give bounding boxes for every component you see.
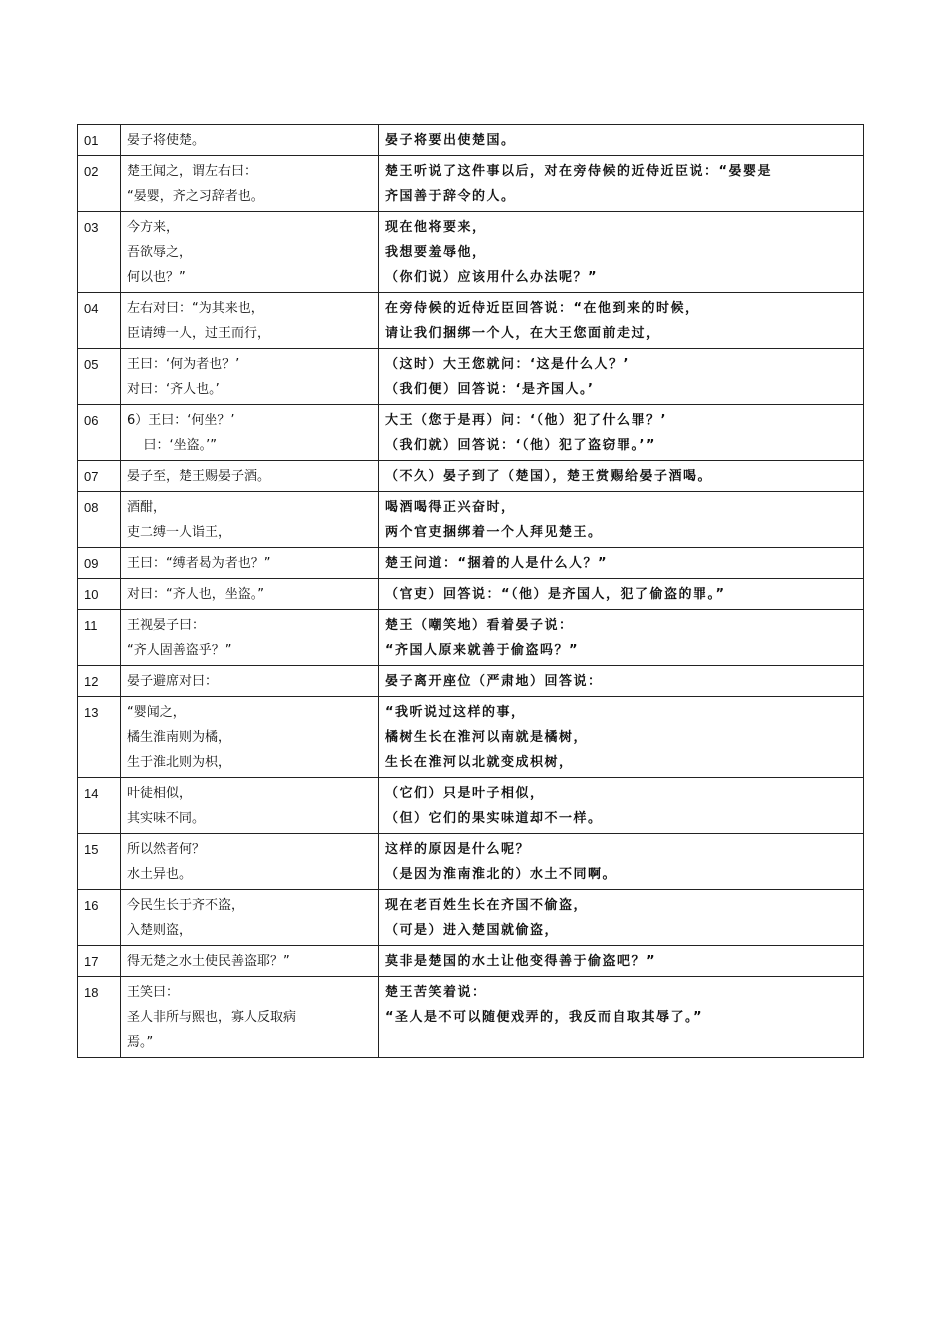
original-text-cell <box>121 125 379 156</box>
original-text-cell <box>121 212 379 293</box>
row-number: 04 <box>78 293 121 349</box>
original-text-line: 对曰：“齐人也，坐盗。” <box>127 587 264 602</box>
table-row <box>78 890 864 946</box>
original-text-line: 曰：‘坐盗。’” <box>127 438 218 453</box>
translation-cell <box>379 461 864 492</box>
row-number: 12 <box>78 666 121 697</box>
original-text-line: 所以然者何？ <box>127 842 206 857</box>
translation-line: 橘树生长在淮河以南就是橘树， <box>385 730 589 745</box>
table-row <box>78 946 864 977</box>
original-text-cell <box>121 778 379 834</box>
translation-cell <box>379 890 864 946</box>
original-text-line: 王曰：“缚者曷为者也？” <box>127 556 271 571</box>
row-number: 17 <box>78 946 121 977</box>
original-text-line: 得无楚之水土使民善盗耶？” <box>127 954 290 969</box>
original-text-line: 王曰：‘何为者也？’ <box>127 357 240 372</box>
original-text-cell <box>121 405 379 461</box>
row-number: 18 <box>78 977 121 1058</box>
row-number: 05 <box>78 349 121 405</box>
original-text-line: 晏子至，楚王赐晏子酒。 <box>127 469 271 484</box>
translation-cell <box>379 946 864 977</box>
translation-cell <box>379 579 864 610</box>
translation-line: 晏子将要出使楚国。 <box>385 133 516 148</box>
row-number: 14 <box>78 778 121 834</box>
original-text-line: 王笑曰： <box>127 985 180 1000</box>
translation-line: （是因为淮南淮北的）水土不同啊。 <box>385 867 618 882</box>
table-row <box>78 548 864 579</box>
original-text-cell <box>121 156 379 212</box>
translation-line: 莫非是楚国的水土让他变得善于偷盗吧？” <box>385 954 657 969</box>
table-row <box>78 125 864 156</box>
translation-cell <box>379 156 864 212</box>
translation-line: “圣人是不可以随便戏弄的，我反而自取其辱了。” <box>385 1010 704 1025</box>
table-row <box>78 212 864 293</box>
table-row <box>78 610 864 666</box>
original-text-line: “齐人固善盗乎？” <box>127 643 232 658</box>
translation-cell <box>379 293 864 349</box>
original-text-line: 楚王闻之，谓左右曰： <box>127 164 258 179</box>
translation-line: 我想要羞辱他， <box>385 245 487 260</box>
translation-line: “齐国人原来就善于偷盗吗？” <box>385 643 580 658</box>
row-number: 10 <box>78 579 121 610</box>
original-text-cell <box>121 293 379 349</box>
translation-line: （我们就）回答说：‘（他）犯了盗窃罪。’” <box>385 438 656 453</box>
original-text-line: 左右对曰：“为其来也， <box>127 301 264 316</box>
original-text-line: 叶徒相似， <box>127 786 193 801</box>
original-text-cell <box>121 666 379 697</box>
translation-line: 齐国善于辞令的人。 <box>385 189 516 204</box>
table-row <box>78 579 864 610</box>
table-row <box>78 461 864 492</box>
table-row <box>78 778 864 834</box>
original-text-line: 酒酣， <box>127 500 167 515</box>
original-text-line: 王视晏子曰： <box>127 618 206 633</box>
translation-cell <box>379 666 864 697</box>
row-number: 08 <box>78 492 121 548</box>
original-text-line: 臣请缚一人，过王而行， <box>127 326 271 341</box>
table-row <box>78 834 864 890</box>
translation-line: （官吏）回答说：“（他）是齐国人，犯了偷盗的罪。” <box>385 587 726 602</box>
table-body <box>78 125 864 1058</box>
translation-cell <box>379 405 864 461</box>
row-number: 11 <box>78 610 121 666</box>
row-number: 01 <box>78 125 121 156</box>
row-number: 15 <box>78 834 121 890</box>
translation-line: 楚王（嘲笑地）看着晏子说： <box>385 618 574 633</box>
translation-cell <box>379 548 864 579</box>
original-text-line: 其实味不同。 <box>127 811 206 826</box>
original-text-line: 吾欲辱之， <box>127 245 193 260</box>
translation-cell <box>379 778 864 834</box>
translation-line: 楚王苦笑着说： <box>385 985 487 1000</box>
table-row <box>78 405 864 461</box>
table-row <box>78 977 864 1058</box>
original-text-line: 入楚则盗， <box>127 923 193 938</box>
original-text-cell <box>121 548 379 579</box>
translation-cell <box>379 834 864 890</box>
original-text-line: “晏婴，齐之习辞者也。 <box>127 189 264 204</box>
translation-table <box>77 124 864 1058</box>
translation-line: 请让我们捆绑一个人，在大王您面前走过， <box>385 326 661 341</box>
translation-line: 现在老百姓生长在齐国不偷盗， <box>385 898 589 913</box>
row-number: 07 <box>78 461 121 492</box>
translation-cell <box>379 349 864 405</box>
original-text-cell <box>121 946 379 977</box>
original-text-cell <box>121 579 379 610</box>
translation-line: 生长在淮河以北就变成枳树， <box>385 755 574 770</box>
original-text-line: 晏子避席对曰： <box>127 674 219 689</box>
original-text-line: 何以也？” <box>127 270 186 285</box>
translation-line: “我听说过这样的事， <box>385 705 526 720</box>
original-text-cell <box>121 977 379 1058</box>
original-text-line: 对曰：‘齐人也。’ <box>127 382 220 397</box>
translation-line: 楚王问道：“捆着的人是什么人？” <box>385 556 609 571</box>
original-text-line: “婴闻之， <box>127 705 186 720</box>
original-text-line: 6）王曰：‘何坐？’ <box>127 413 235 428</box>
original-text-line: 橘生淮南则为橘， <box>127 730 232 745</box>
translation-line: 在旁侍候的近侍近臣回答说：“在他到来的时候， <box>385 301 700 316</box>
translation-line: （可是）进入楚国就偷盗， <box>385 923 560 938</box>
table-row <box>78 349 864 405</box>
translation-cell <box>379 697 864 778</box>
translation-line: （你们说）应该用什么办法呢？” <box>385 270 599 285</box>
original-text-cell <box>121 610 379 666</box>
translation-line: 喝酒喝得正兴奋时， <box>385 500 516 515</box>
translation-line: 两个官吏捆绑着一个人拜见楚王。 <box>385 525 603 540</box>
translation-cell <box>379 125 864 156</box>
row-number: 16 <box>78 890 121 946</box>
row-number: 03 <box>78 212 121 293</box>
row-number: 06 <box>78 405 121 461</box>
original-text-cell <box>121 349 379 405</box>
translation-cell <box>379 610 864 666</box>
original-text-line: 生于淮北则为枳， <box>127 755 232 770</box>
original-text-line: 焉。” <box>127 1035 154 1050</box>
translation-line: （它们）只是叶子相似， <box>385 786 545 801</box>
original-text-line: 今方来， <box>127 220 180 235</box>
table-row <box>78 666 864 697</box>
translation-line: 晏子离开座位（严肃地）回答说： <box>385 674 603 689</box>
translation-line: 这样的原因是什么呢？ <box>385 842 531 857</box>
original-text-line: 今民生长于齐不盗， <box>127 898 245 913</box>
row-number: 13 <box>78 697 121 778</box>
original-text-cell <box>121 834 379 890</box>
original-text-cell <box>121 492 379 548</box>
translation-line: （但）它们的果实味道却不一样。 <box>385 811 603 826</box>
translation-line: 现在他将要来， <box>385 220 487 235</box>
original-text-cell <box>121 461 379 492</box>
translation-line: 楚王听说了这件事以后，对在旁侍候的近侍近臣说：“晏婴是 <box>385 164 773 179</box>
translation-line: （我们便）回答说：‘是齐国人。’ <box>385 382 595 397</box>
row-number: 02 <box>78 156 121 212</box>
original-text-cell <box>121 697 379 778</box>
translation-line: 大王（您于是再）问：‘（他）犯了什么罪？’ <box>385 413 667 428</box>
original-text-line: 晏子将使楚。 <box>127 133 206 148</box>
translation-cell <box>379 212 864 293</box>
translation-cell <box>379 977 864 1058</box>
table-row <box>78 156 864 212</box>
original-text-line: 水土异也。 <box>127 867 193 882</box>
translation-cell <box>379 492 864 548</box>
row-number: 09 <box>78 548 121 579</box>
original-text-line: 圣人非所与熙也，寡人反取病 <box>127 1010 297 1025</box>
original-text-cell <box>121 890 379 946</box>
table-row <box>78 492 864 548</box>
original-text-line: 吏二缚一人诣王， <box>127 525 232 540</box>
table-row <box>78 697 864 778</box>
translation-line: （这时）大王您就问：‘这是什么人？’ <box>385 357 630 372</box>
translation-line: （不久）晏子到了（楚国），楚王赏赐给晏子酒喝。 <box>385 469 713 484</box>
table-row <box>78 293 864 349</box>
